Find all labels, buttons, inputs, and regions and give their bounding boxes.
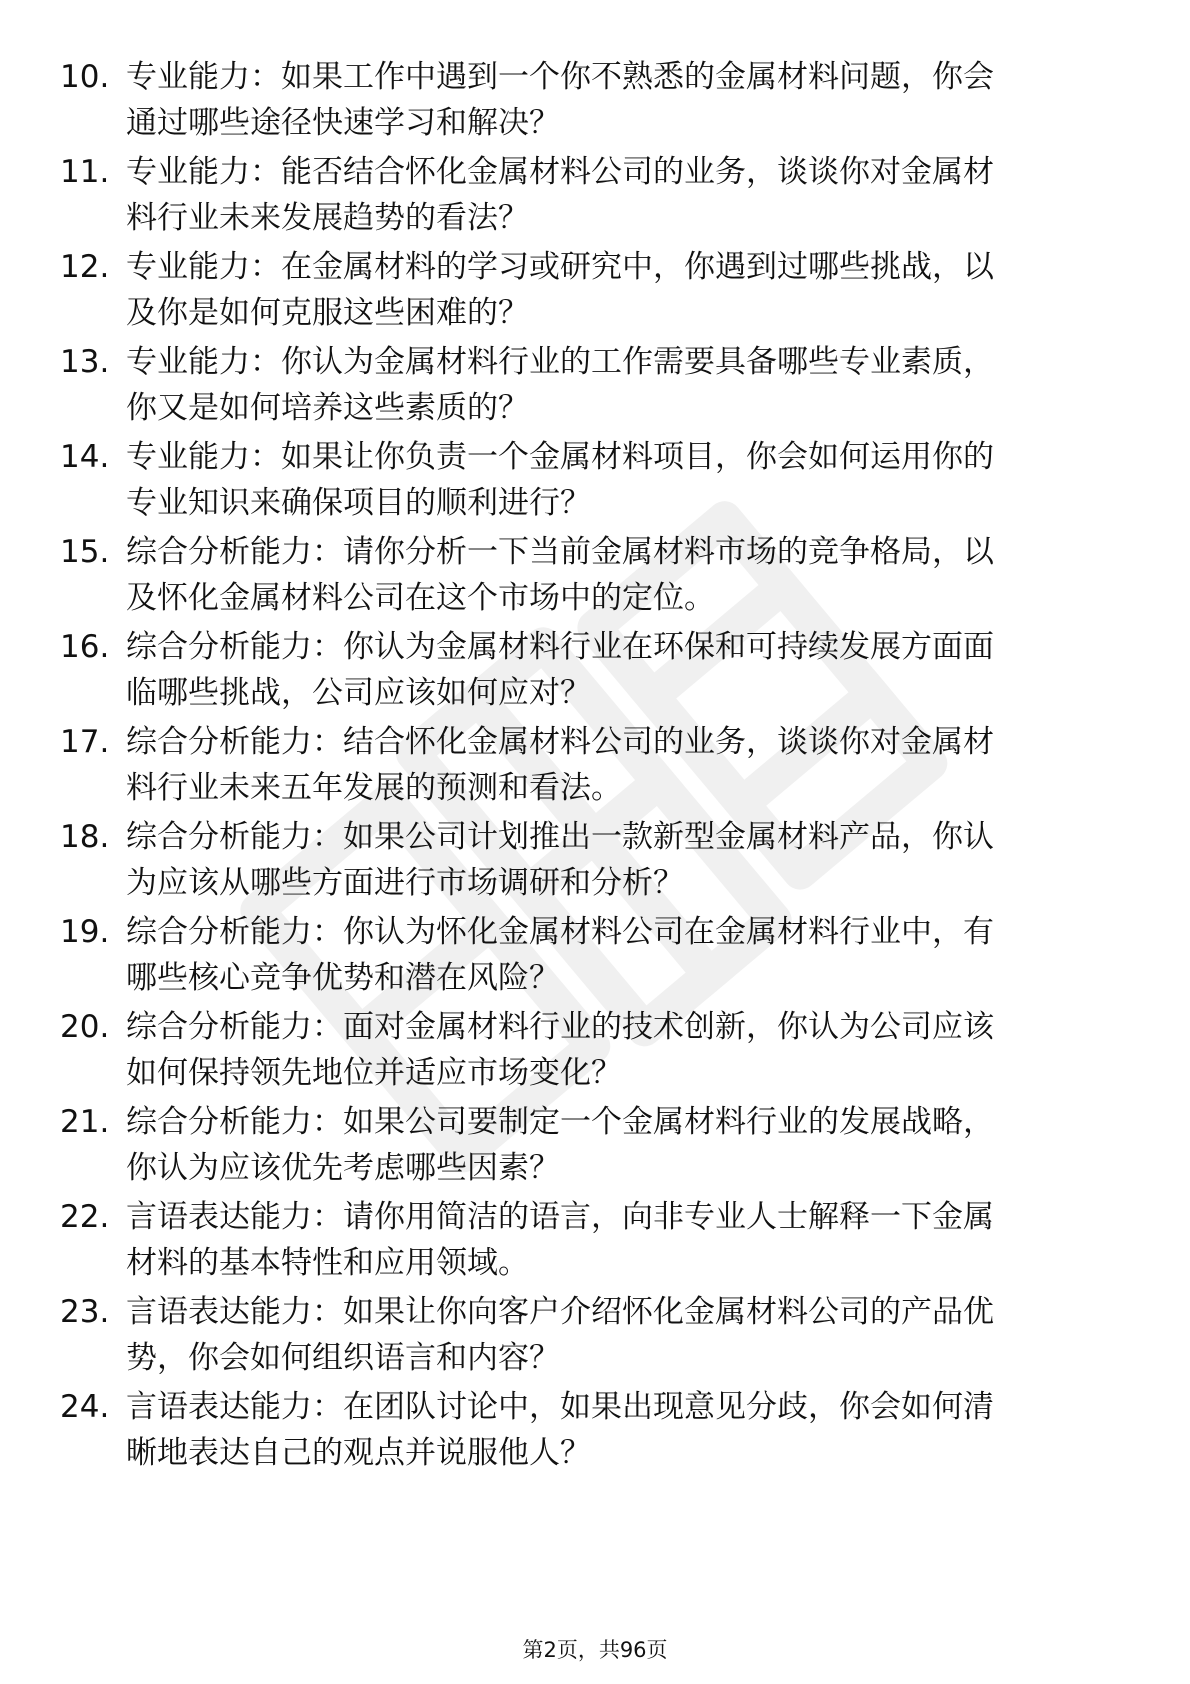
question-number: 23.	[60, 1294, 110, 1330]
question-text-line: 如何保持领先地位并适应市场变化？	[126, 1055, 622, 1091]
question-text-line: 晰地表达自己的观点并说服他人？	[126, 1435, 591, 1471]
question-item	[0, 434, 1190, 529]
question-item	[0, 624, 1190, 719]
question-number: 19.	[60, 914, 110, 950]
question-item	[0, 1289, 1190, 1384]
question-item	[0, 909, 1190, 1004]
question-text-line: 综合分析能力：请你分析一下当前金属材料市场的竞争格局，以	[126, 534, 994, 570]
question-number: 22.	[60, 1199, 110, 1235]
question-number: 17.	[60, 724, 110, 760]
question-text-line: 料行业未来发展趋势的看法？	[126, 200, 529, 236]
question-item	[0, 1384, 1190, 1479]
question-item	[0, 54, 1190, 149]
question-text-line: 专业知识来确保项目的顺利进行？	[126, 485, 591, 521]
question-text-line: 专业能力：你认为金属材料行业的工作需要具备哪些专业素质，	[126, 344, 994, 380]
question-text-line: 综合分析能力：面对金属材料行业的技术创新，你认为公司应该	[126, 1009, 994, 1045]
question-item	[0, 1099, 1190, 1194]
question-text-line: 及你是如何克服这些困难的？	[126, 295, 529, 331]
question-number: 15.	[60, 534, 110, 570]
question-text-line: 专业能力：如果让你负责一个金属材料项目，你会如何运用你的	[126, 439, 994, 475]
question-item	[0, 529, 1190, 624]
question-text-line: 言语表达能力：如果让你向客户介绍怀化金属材料公司的产品优	[126, 1294, 994, 1330]
question-text-line: 你又是如何培养这些素质的？	[126, 390, 529, 426]
question-text-line: 为应该从哪些方面进行市场调研和分析？	[126, 865, 684, 901]
question-number: 12.	[60, 249, 110, 285]
question-text-line: 你认为应该优先考虑哪些因素？	[126, 1150, 560, 1186]
question-number: 20.	[60, 1009, 110, 1045]
question-item	[0, 719, 1190, 814]
question-text-line: 综合分析能力：你认为金属材料行业在环保和可持续发展方面面	[126, 629, 994, 665]
question-number: 11.	[60, 154, 110, 190]
question-number: 24.	[60, 1389, 110, 1425]
question-number: 10.	[60, 59, 110, 95]
question-text-line: 及怀化金属材料公司在这个市场中的定位。	[126, 580, 715, 616]
question-text-line: 料行业未来五年发展的预测和看法。	[126, 770, 622, 806]
page-footer: 第2页，共96页	[522, 1638, 668, 1662]
question-text-line: 综合分析能力：结合怀化金属材料公司的业务，谈谈你对金属材	[126, 724, 994, 760]
question-text-line: 言语表达能力：在团队讨论中，如果出现意见分歧，你会如何清	[126, 1389, 994, 1425]
question-text-line: 专业能力：能否结合怀化金属材料公司的业务，谈谈你对金属材	[126, 154, 994, 190]
question-number: 21.	[60, 1104, 110, 1140]
question-item	[0, 1004, 1190, 1099]
question-text-line: 综合分析能力：你认为怀化金属材料公司在金属材料行业中，有	[126, 914, 994, 950]
question-text-line: 言语表达能力：请你用简洁的语言，向非专业人士解释一下金属	[126, 1199, 994, 1235]
question-number: 13.	[60, 344, 110, 380]
question-item	[0, 149, 1190, 244]
question-number: 18.	[60, 819, 110, 855]
question-item	[0, 814, 1190, 909]
question-text-line: 通过哪些途径快速学习和解决？	[126, 105, 560, 141]
question-number: 14.	[60, 439, 110, 475]
question-text-line: 综合分析能力：如果公司要制定一个金属材料行业的发展战略，	[126, 1104, 994, 1140]
question-text-line: 综合分析能力：如果公司计划推出一款新型金属材料产品，你认	[126, 819, 994, 855]
question-number: 16.	[60, 629, 110, 665]
question-item	[0, 339, 1190, 434]
question-text-line: 哪些核心竞争优势和潜在风险？	[126, 960, 560, 996]
question-item	[0, 1194, 1190, 1289]
question-text-line: 专业能力：在金属材料的学习或研究中，你遇到过哪些挑战，以	[126, 249, 994, 285]
question-text-line: 临哪些挑战，公司应该如何应对？	[126, 675, 591, 711]
question-item	[0, 244, 1190, 339]
question-text-line: 材料的基本特性和应用领域。	[126, 1245, 529, 1281]
question-text-line: 专业能力：如果工作中遇到一个你不熟悉的金属材料问题，你会	[126, 59, 994, 95]
question-text-line: 势，你会如何组织语言和内容？	[126, 1340, 560, 1376]
